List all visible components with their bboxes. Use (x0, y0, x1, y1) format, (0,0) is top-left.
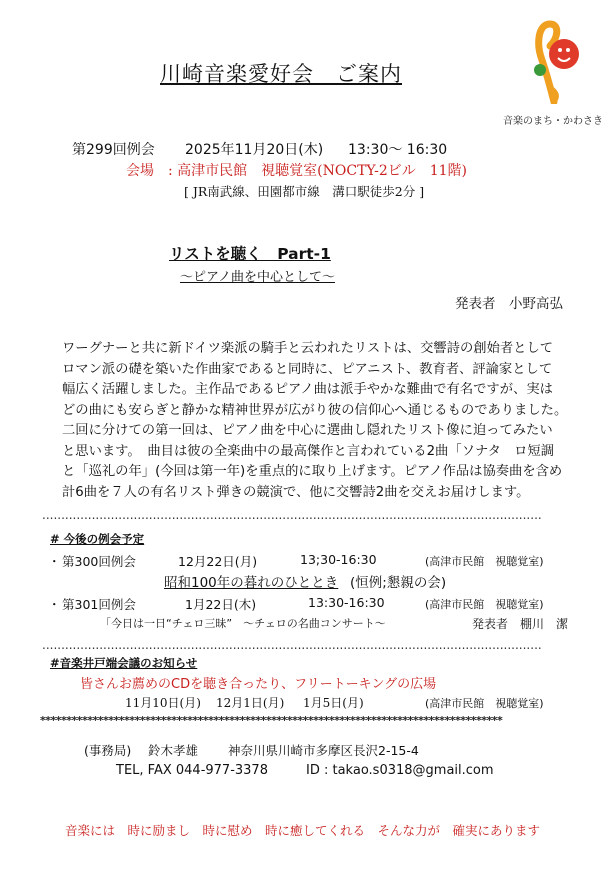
upcoming-title: 昭和100年の暮れのひととき (164, 575, 339, 591)
upcoming-heading: # 今後の例会予定 (50, 532, 145, 546)
upcoming-venue: (高津市民館 視聴覚室) (425, 555, 544, 568)
upcoming-date: 12月22日(月) (178, 554, 258, 569)
dotted-separator: ................................................................................................................................... (42, 508, 542, 522)
contact-address: 神奈川県川崎市多摩区長沢2-15-4 (228, 743, 419, 758)
upcoming-time: 13;30-16:30 (300, 552, 377, 567)
idobata-date: 11月10日(月) (125, 696, 201, 710)
body-line: ワーグナーと共に新ドイツ楽派の騎手と云われたリストは、交響詩の創始者として (62, 341, 554, 356)
contact-email[interactable]: ID : takao.s0318@gmail.com (306, 763, 494, 778)
event-time: 13:30〜 16:30 (348, 142, 448, 158)
logo-face-circle (549, 39, 579, 69)
event-access: [ JR南武線、田園都市線 溝口駅徒歩2分 ] (184, 184, 425, 199)
music-city-logo (520, 16, 588, 104)
idobata-description: 皆さんお薦めのCDを聴き合ったり、フリートーキングの広場 (80, 677, 437, 692)
idobata-date: 12月1日(月) (216, 696, 285, 710)
page-title: 川崎音楽愛好会 ご案内 (160, 62, 402, 86)
contact-name: 鈴木孝雄 (148, 743, 199, 758)
logo-caption: 音楽のまち・かわさき (503, 116, 603, 127)
body-line: と思います。 曲目は彼の全楽曲中の最高傑作と言われている2曲「ソナタ ロ短調 (62, 444, 555, 459)
talk-presenter: 発表者 小野高弘 (455, 296, 563, 312)
talk-subtitle: 〜ピアノ曲を中心として〜 (180, 270, 335, 285)
contact-tel: TEL, FAX 044-977-3378 (116, 763, 268, 778)
logo-face-eye-right (566, 48, 570, 52)
body-line: 二回に分けての第一回は、ピアノ曲を中心に選曲し隠れたリスト像に迫ってみたい (62, 423, 553, 438)
event-venue: 会場 : 高津市民館 視聴覚室(NOCTY-2ビル 11階) (126, 163, 468, 179)
upcoming-note: (恒例;懇親の会) (350, 575, 447, 591)
bullet: ・ (48, 597, 61, 612)
star-separator: **************************************************************************************** (40, 714, 503, 727)
idobata-venue: (高津市民館 視聴覚室) (425, 697, 544, 710)
upcoming-venue: (高津市民館 視聴覚室) (425, 598, 544, 611)
body-line: ロマン派の礎を築いた作曲家であると同時に、ピアニスト、教育者、評論家として (62, 362, 553, 377)
body-line: と「巡礼の年」(今回は第一年)を重点的に取り上げます。ピアノ作品は協奏曲を含め (62, 464, 563, 479)
idobata-heading: #音楽井戸端会議のお知らせ (50, 656, 198, 670)
contact-office: (事務局) (84, 743, 132, 758)
bullet: ・ (48, 554, 61, 569)
talk-title: リストを聴く Part-1 (169, 245, 331, 263)
upcoming-date: 1月22日(木) (185, 597, 257, 612)
body-line: どの曲にも安らぎと静かな精神世界が広がり彼の信仰心へ通じるものでありました。 (62, 403, 568, 418)
idobata-date: 1月5日(月) (303, 696, 364, 710)
upcoming-number: 第300回例会 (62, 554, 136, 569)
upcoming-title: 「今日は一日“チェロ三昧” 〜チェロの名曲コンサート〜 (100, 617, 386, 630)
upcoming-time: 13:30-16:30 (308, 595, 385, 610)
logo-green-dot (534, 64, 546, 76)
dotted-separator: ................................................................................................................................... (42, 638, 542, 652)
upcoming-presenter: 発表者 棚川 潔 (472, 617, 569, 631)
upcoming-number: 第301回例会 (62, 597, 136, 612)
body-line: 計6曲を７人の有名リスト弾きの競演で、他に交響詩2曲を交えお届けします。 (62, 485, 530, 500)
logo-face-eye-left (558, 48, 562, 52)
footer-message: 音楽には 時に励まし 時に慰め 時に癒してくれる そんな力が 確実にあります (65, 823, 541, 838)
event-date: 2025年11月20日(木) (185, 142, 324, 158)
event-number: 第299回例会 (72, 142, 155, 158)
body-line: 幅広く活躍しました。主作品であるピアノ曲は派手やかな難曲で有名ですが、実は (62, 382, 553, 397)
